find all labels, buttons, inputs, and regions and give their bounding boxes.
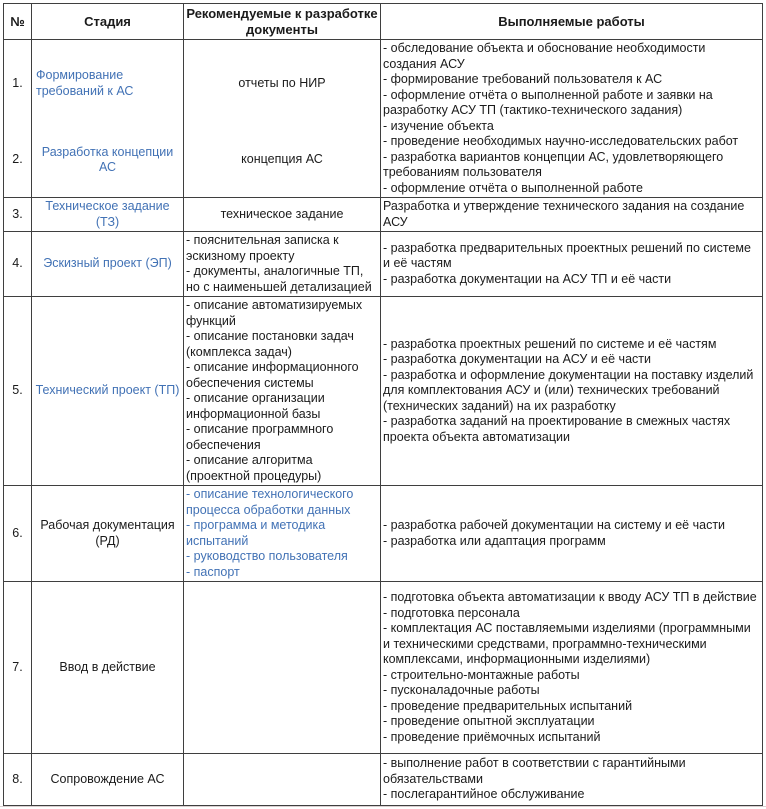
work-item: - обследование объекта и обоснование необходимости создания АСУ [383,41,706,71]
table-row [4,486,763,582]
num-cell: 8. [4,754,32,806]
docs-cell [184,198,381,232]
table-row [4,582,763,754]
stage-label: Рабочая документация (РД) [40,518,175,548]
doc-link[interactable]: - паспорт [186,564,240,579]
table-row [4,232,763,297]
work-item: - разработка документации на АСУ и её части [383,352,651,367]
doc-item: - пояснительная записка к эскизному проекту [186,233,339,263]
work-item: - разработка документации на АСУ ТП и её части [383,271,672,286]
doc-item: - документы, аналогичные ТП, но с наименьшей детализацией [186,264,372,294]
docs-cell [184,40,381,198]
doc-link[interactable]: - программа и методика испытаний [186,518,326,548]
work-item: - разработка предварительных проектных решений по системе и её частям [383,240,751,271]
doc-item [186,42,378,125]
table-row [4,198,763,232]
row-number-text: 2. [12,152,23,167]
docs-cell [184,232,381,297]
row-number [6,125,29,195]
work-item: - разработка и оформление документации на поставку изделий для комплектования АСУ и (или) технических требований (технических заданий) на их разработку [383,367,754,413]
stage-cell [32,232,184,297]
works-cell [381,40,763,198]
docs-cell [184,582,381,754]
table-row [4,40,763,198]
doc-item-text: концепция АС [241,152,323,167]
table-row [4,754,763,806]
works-cell [381,486,763,582]
stage-cell [32,754,184,806]
doc-item: - описание автоматизируемых функций [186,298,363,328]
stage-cell [32,486,184,582]
num-cell [4,40,32,198]
stage-label: Сопровождение АС [50,771,165,786]
stage-cell [32,40,184,198]
doc-item: техническое задание [220,206,344,221]
work-item: - изучение объекта [383,118,494,133]
num-cell: 3. [4,198,32,232]
stage-link[interactable]: Эскизный проект (ЭП) [43,256,172,271]
col-header-num: № [4,4,32,40]
work-item: - послегарантийное обслуживание [383,787,585,802]
row-number-text: 1. [12,75,23,90]
stage-cell [32,198,184,232]
works-cell [381,297,763,486]
col-header-docs: Рекомендуемые к разработке документы [184,4,381,40]
doc-item: - описание организации информационной базы [186,391,325,421]
work-item: - пусконаладочные работы [383,683,540,697]
stage-link[interactable]: Технический проект (ТП) [35,383,180,398]
work-item: - разработка вариантов концепции АС, удовлетворяющего требованиям пользователя [383,149,724,179]
page-bottom-rule [0,806,766,807]
stage-name [34,42,181,125]
work-item: - комплектация АС поставляемыми изделиями (программными и техническими средствами, программно-техническими комплексами, информационными изделиями) [383,621,751,666]
stage-link[interactable]: Формирование требований к АС [36,68,134,98]
work-item: - разработка или адаптация программ [383,533,606,548]
doc-link[interactable]: - описание технологического процесса обработки данных [186,487,354,517]
doc-item-text: отчеты по НИР [238,75,326,90]
work-item: - подготовка объекта автоматизации к вводу АСУ ТП в действие [383,590,757,604]
work-item: - проведение необходимых научно-исследовательских работ [383,134,739,148]
work-item: Разработка и утверждение технического задания на создание АСУ [383,199,745,229]
doc-item: - описание программного обеспечения [186,422,334,452]
work-item: - оформление отчёта о выполненной работе и заявки на разработку АСУ ТП (тактико-технического задания) [383,87,713,117]
works-cell [381,232,763,297]
num-cell: 7. [4,582,32,754]
num-cell: 4. [4,232,32,297]
stage-link[interactable]: Техническое задание (ТЗ) [45,199,170,229]
header-row [4,4,763,40]
docs-cell [184,754,381,806]
stage-label: Ввод в действие [59,659,156,674]
work-item: - строительно-монтажные работы [383,667,580,682]
work-item: - подготовка персонала [383,605,520,620]
work-item: - разработка заданий на проектирование в смежных частях проекта объекта автоматизации [383,414,731,444]
work-item: - оформление отчёта о выполненной работе [383,180,643,195]
doc-link[interactable]: - руководство пользователя [186,549,348,563]
stage-cell [32,582,184,754]
num-cell: 6. [4,486,32,582]
work-item: - разработка проектных решений по системе и её частям [383,336,717,351]
doc-item: - описание постановки задач (комплекса задач) [186,329,354,359]
work-item: - выполнение работ в соответствии с гарантийными обязательствами [383,756,686,786]
table-row [4,297,763,486]
doc-item: - описание информационного обеспечения системы [186,360,359,390]
num-cell: 5. [4,297,32,486]
row-number [6,42,29,125]
col-header-stage: Стадия [32,4,184,40]
work-item: - формирование требований пользователя к АС [383,72,663,86]
works-cell [381,754,763,806]
work-item: - проведение предварительных испытаний [383,698,633,713]
work-item: - разработка рабочей документации на систему и её части [383,518,726,532]
doc-item: - описание алгоритма (проектной процедуры) [186,453,322,483]
work-item: - проведение опытной эксплуатации [383,714,595,728]
doc-item [186,125,378,195]
col-header-works: Выполняемые работы [381,4,763,40]
works-cell [381,198,763,232]
works-cell [381,582,763,754]
docs-cell [184,297,381,486]
stage-link[interactable]: Разработка концепции АС [41,144,174,174]
stage-cell [32,297,184,486]
stage-name [34,125,181,195]
stages-table [3,3,763,806]
work-item: - проведение приёмочных испытаний [383,729,601,744]
docs-cell [184,486,381,582]
